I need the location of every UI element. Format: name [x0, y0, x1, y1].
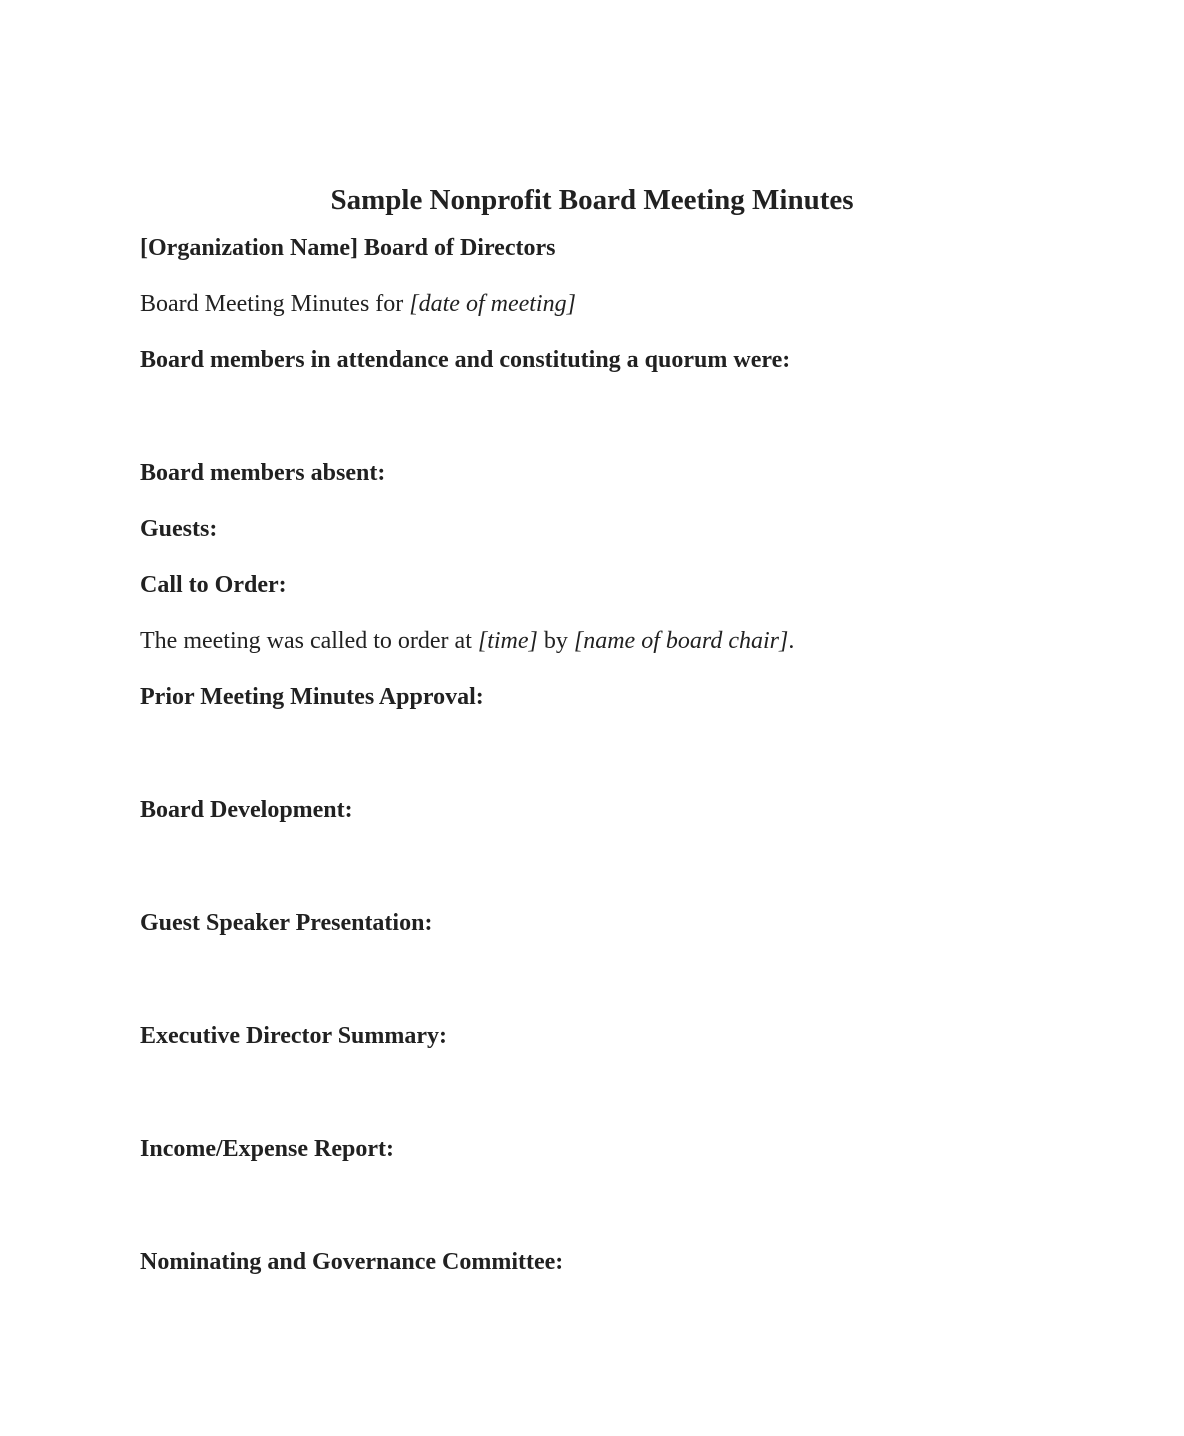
document-title: Sample Nonprofit Board Meeting Minutes	[330, 184, 854, 216]
section-heading-nominating-governance: Nominating and Governance Committee:	[140, 1249, 564, 1275]
meeting-date-placeholder: [date of meeting]	[409, 291, 576, 317]
call-to-order-part3: .	[788, 628, 795, 654]
section-heading-executive-director: Executive Director Summary:	[140, 1023, 448, 1049]
section-heading-board-development: Board Development:	[140, 797, 353, 823]
call-to-order-part1: The meeting was called to order at	[140, 628, 478, 654]
meeting-date-line	[140, 290, 1044, 318]
guests-heading: Guests:	[140, 516, 218, 542]
call-to-order-part2: by	[537, 628, 574, 654]
absent-heading: Board members absent:	[140, 460, 386, 486]
organization-line: [Organization Name] Board of Directors	[140, 235, 556, 261]
meeting-date-prefix: Board Meeting Minutes for	[140, 291, 410, 317]
call-to-order-heading: Call to Order:	[140, 572, 287, 598]
section-heading-prior-meeting-minutes: Prior Meeting Minutes Approval:	[140, 684, 484, 710]
time-placeholder: [time]	[477, 628, 538, 654]
chair-placeholder: [name of board chair]	[573, 628, 789, 654]
call-to-order-line	[140, 627, 1044, 655]
section-heading-guest-speaker: Guest Speaker Presentation:	[140, 910, 433, 936]
attendance-heading: Board members in attendance and constituting a quorum were:	[140, 347, 791, 373]
section-heading-income-expense: Income/Expense Report:	[140, 1136, 394, 1162]
